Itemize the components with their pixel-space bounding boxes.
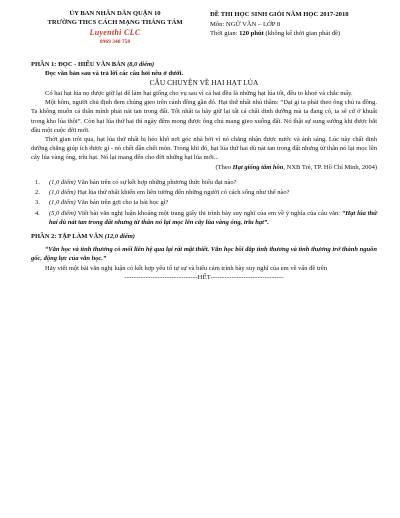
story-source: (Theo Hạt giống tâm hồn, NXB Trẻ, TP. Hồ Chí Minh, 2004) — [215, 163, 377, 171]
watermark-name: Luyenthi CLC — [89, 27, 141, 37]
part2-task: Hãy viết một bài văn nghị luận có kết hợp yếu tố tự sự và biểu cảm trình bày suy nghĩ của em về vấn đề trên — [45, 264, 327, 272]
end-mark: -------------------------------HẾT------------------------------- — [124, 273, 284, 281]
story-paragraph: Một hôm, người chủ định đem chúng gieo trên cánh đồng gần đó. Hạt thứ nhất nhủ thầm: “Dại gì ta phải theo ông chủ ra đồng. Ta không muốn cả thân mình phải nát tan trong đất. Tốt nhất ta hãy giữ lại tất cả chất dinh dưỡng mà ta đang có, ta sẽ cứ ở khuất trong kho lúa thôi”. Còn hạt lúa thứ hai thì ngày đêm mong được ông chủ mang gieo xuống đất. Nó thật sự sung sướng khi được bắt đầu một cuộc đời mới. — [31, 99, 377, 134]
school-name: TRƯỜNG THCS CÁCH MẠNG THÁNG TÁM — [47, 18, 183, 26]
exam-time: Thời gian: 120 phút (không kể thời gian phát đề) — [210, 30, 341, 38]
school-header — [30, 10, 200, 46]
exam-header — [210, 10, 390, 39]
question-item: 3. (1,0 điểm) Văn bản trên gợi cho ta bài học gì? — [35, 199, 169, 207]
exam-subject: Môn: NGỮ VĂN – LỚP 8 — [210, 20, 281, 28]
exam-body — [31, 60, 377, 282]
watermark-phone: 0969 340 758 — [99, 38, 131, 45]
exam-title: ĐỀ THI HỌC SINH GIỎI NĂM HỌC 2017-2018 — [210, 11, 349, 18]
district-name: ỦY BAN NHÂN DÂN QUẬN 10 — [69, 10, 161, 17]
question-item: 1. (1,0 điểm) Văn bản trên có sự kết hợp những phương thức biểu đạt nào? — [35, 178, 237, 186]
part1-heading: PHẦN 1: ĐỌC - HIỂU VĂN BẢN (8,0 điểm) — [31, 61, 155, 68]
question-item: 4. (5,0 điểm) Viết bài văn nghị luận khoảng một trang giấy thi trình bày suy nghĩ của em về ý nghĩa của câu văn: “Hạt lúa thứ hai dù nát tan trong đất nhưng từ thân nó lại mọc lên cây lúa vàng óng, trĩu hạt”. — [35, 209, 377, 226]
story-title: CÂU CHUYỆN VỀ HAI HẠT LÚA — [149, 78, 259, 88]
story-paragraph: Thời gian trôi qua, hạt lúa thứ nhất bị héo khô nơi góc nhà bởi vì nó chẳng nhận được nước và ánh sáng. Lúc này chất dinh dưỡng chẳng giúp ích được gì - nó chết dần chết mòn. Trong khi đó, hạt lúa thứ hai dù nát tan trong đất nhưng từ thân nó lại mọc lên cây lúa vàng óng, trĩu hạt. Nó lại mang đến cho đời những hạt lúa mới... — [31, 136, 377, 162]
part1-instruction: Đọc văn bản sau và trả lời các câu hỏi nêu ở dưới. — [45, 70, 184, 78]
part2-quote: “Văn học và tình thương có mối liên hệ qua lại rất mật thiết. Văn học bồi đắp tình thương và tình thương trở thành nguồn gốc, động lực của văn học.” — [31, 246, 377, 263]
part2-heading: PHẦN 2: TẬP LÀM VĂN (12,0 điểm) — [31, 233, 135, 241]
story-paragraph: Có hai hạt lúa nọ được giữ lại để làm hạt giống cho vụ sau vì cả hai đều là những hạt lúa tốt, đều to khoẻ và chắc mẩy. — [45, 89, 353, 97]
question-item: 2. (1,0 điểm) Hạt lúa thứ nhất khiến em liên tưởng đến những người có cách sống như thế nào? — [35, 189, 290, 197]
